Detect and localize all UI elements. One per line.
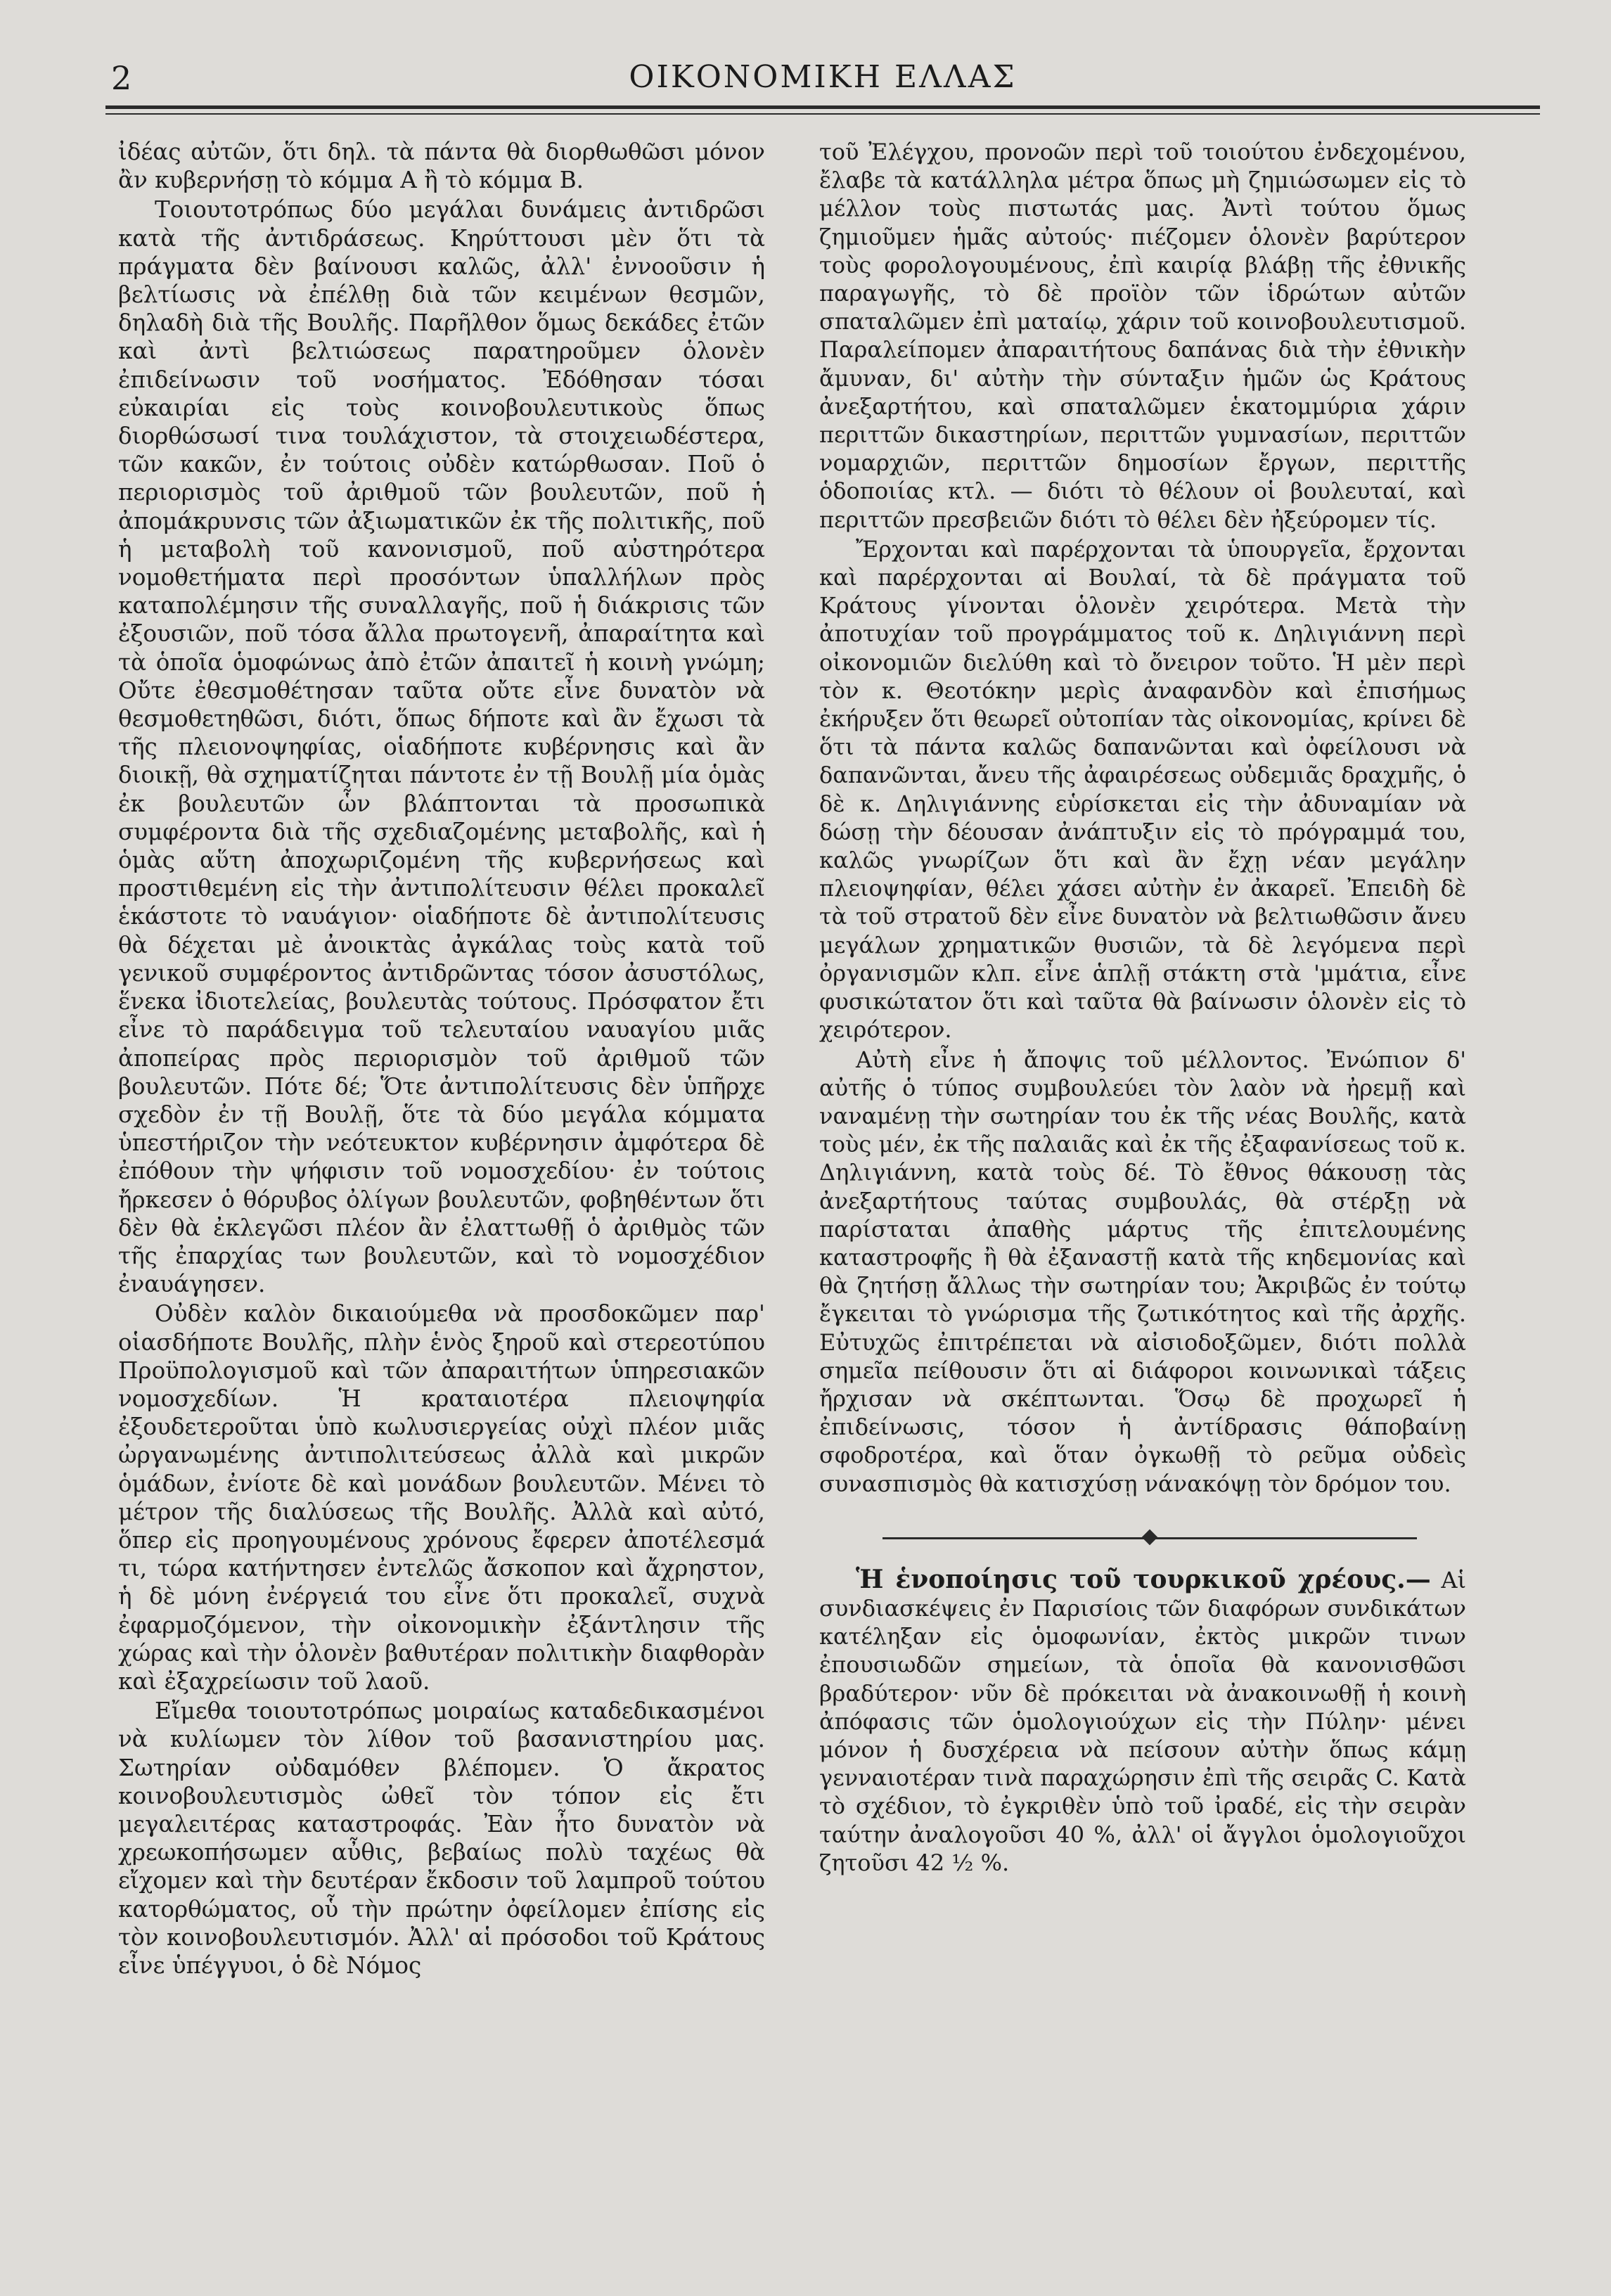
article-title: Ἡ ἑνοποίησις τοῦ τουρκικοῦ χρέους.— — [856, 1564, 1431, 1594]
page-header — [105, 55, 1540, 104]
running-title: ΟΙΚΟΝΟΜΙΚΗ ΕΛΛΑΣ — [629, 59, 1017, 95]
header-rule-thin — [105, 113, 1540, 115]
turkish-debt-article — [819, 1565, 1466, 1877]
right-paragraph-3: Αὐτὴ εἶνε ἡ ἄποψις τοῦ μέλλοντος. Ἐνώπιον δ' αὐτῆς ὁ τύπος συμβουλεύει τὸν λαὸν νὰ ἠρεμῇ καὶ ναναμένῃ τὴν σωτηρίαν του ἐκ τῆς νέας Βουλῆς, κατὰ τοὺς μέν, ἐκ τῆς παλαιᾶς καὶ ἐκ τῆς ἐξαφανίσεως τοῦ κ. Δηλιγιάννη, κατὰ τοὺς δέ. Τὸ ἔθνος θάκουσῃ τὰς ἀνεξαρτήτους ταύτας συμβουλάς, θὰ στέρξῃ νὰ παρίσταται ἀπαθὴς μάρτυς τῆς ἐπιτελουμένης καταστροφῆς ἢ θὰ ἐξαναστῇ κατὰ τῆς κηδεμονίας καὶ θὰ ζητήσῃ ἄλλως τὴν σωτηρίαν του; Ἀκριβῶς ἐν τούτῳ ἔγκειται τὸ γνώρισμα τῆς ζωτικότητος καὶ τῆς ἀρχῆς. Εὐτυχῶς ἐπιτρέπεται νὰ αἰσιοδοξῶμεν, διότι πολλὰ σημεῖα πείθουσιν ὅτι αἱ διάφοροι κοινωνικαὶ τάξεις ἤρχισαν νὰ σκέπτωνται. Ὅσῳ δὲ προχωρεῖ ἡ ἐπιδείνωσις, τόσον ἡ ἀντίδρασις θάποβαίνῃ σφοδροτέρα, καὶ ὅταν ὀγκωθῇ τὸ ρεῦμα οὐδεὶς συνασπισμὸς θὰ κατισχύσῃ νάνακόψῃ τὸν δρόμον του. — [819, 1046, 1466, 1497]
right-paragraph-1: τοῦ Ἐλέγχου, προνοῶν περὶ τοῦ τοιούτου ἐνδεχομένου, ἔλαβε τὰ κατάλληλα μέτρα ὅπως μὴ ζημιώσωμεν εἰς τὸ μέλλον τοὺς πιστωτάς μας. Ἀντὶ τούτου ὅμως ζημιοῦμεν ἡμᾶς αὐτούς· πιέζομεν ὁλονὲν βαρύτερον τοὺς φορολογουμένους, ἐπὶ καιρίᾳ βλάβῃ τῆς ἐθνικῆς παραγωγῆς, τὸ δὲ προϊὸν τῶν ἱδρώτων αὐτῶν σπαταλῶμεν ἐπὶ ματαίῳ, χάριν τοῦ κοινοβουλευτισμοῦ. Παραλείπομεν ἀπαραιτήτους δαπάνας διὰ τὴν ἐθνικὴν ἄμυναν, δι' αὐτὴν τὴν σύνταξιν ἡμῶν ὡς Κράτους ἀνεξαρτήτου, καὶ σπαταλῶμεν ἑκατομμύρια χάριν περιττῶν δικαστηρίων, περιττῶν γυμνασίων, περιττῶν νομαρχιῶν, περιττῶν δημοσίων ἔργων, περιττῆς ὁδοποιίας κτλ. — διότι τὸ θέλουν οἱ βουλευταί, καὶ περιττῶν πρεσβειῶν διότι τὸ θέλει δὲν ἠξεύρομεν τίς. — [819, 139, 1466, 533]
left-paragraph-2: Τοιουτοτρόπως δύο μεγάλαι δυνάμεις ἀντιδρῶσι κατὰ τῆς ἀντιδράσεως. Κηρύττουσι μὲν ὅτι τὰ πράγματα δὲν βαίνουσι καλῶς, ἀλλ' ἐννοοῦσιν ἡ βελτίωσις νὰ ἐπέλθῃ διὰ τῶν κειμένων θεσμῶν, δηλαδὴ διὰ τῆς Βουλῆς. Παρῆλθον ὅμως δεκάδες ἐτῶν καὶ ἀντὶ βελτιώσεως παρατηροῦμεν ὁλονὲν ἐπιδείνωσιν τοῦ νοσήματος. Ἐδόθησαν τόσαι εὐκαιρίαι εἰς τοὺς κοινοβουλευτικοὺς ὅπως διορθώσωσί τινα τουλάχιστον, τὰ στοιχειωδέστερα, τῶν κακῶν, ἐν τούτοις οὐδὲν κατώρθωσαν. Ποῦ ὁ περιορισμὸς τοῦ ἀριθμοῦ τῶν βουλευτῶν, ποῦ ἡ ἀπομάκρυνσις τῶν ἀξιωματικῶν ἐκ τῆς πολιτικῆς, ποῦ ἡ μεταβολὴ τοῦ κανονισμοῦ, ποῦ αὐστηρότερα νομοθετήματα περὶ προσόντων ὑπαλλήλων πρὸς καταπολέμησιν τῆς συναλλαγῆς, ποῦ ἡ διάκρισις τῶν ἐξουσιῶν, ποῦ τόσα ἄλλα πρωτογενῆ, ἀπαραίτητα καὶ τὰ ὁποῖα ὁμοφώνως ἀπὸ ἐτῶν ἀπαιτεῖ ἡ κοινὴ γνώμη; Οὔτε ἐθεσμοθέτησαν ταῦτα οὔτε εἶνε δυνατὸν νὰ θεσμοθετηθῶσι, διότι, ὅπως δήποτε καὶ ἂν ἔχωσι τὰ τῆς πλειονοψηφίας, οἱαδήποτε κυβέρνησις καὶ ἂν διοικῇ, θὰ σχηματίζηται πάντοτε ἐν τῇ Βουλῇ μία ὁμὰς ἐκ βουλευτῶν ὧν βλάπτονται τὰ προσωπικὰ συμφέροντα διὰ τῆς σχεδιαζομένης μεταβολῆς, καὶ ἡ ὁμὰς αὕτη ἀποχωριζομένη τῆς κυβερνήσεως καὶ προστιθεμένη εἰς τὴν ἀντιπολίτευσιν θέλει προκαλεῖ ἑκάστοτε τὸ ναυάγιον· οἱαδήποτε δὲ ἀντιπολίτευσις θὰ δέχεται μὲ ἀνοικτὰς ἀγκάλας τοὺς κατὰ τοῦ γενικοῦ συμφέροντος ἀντιδρῶντας τόσον ἀσυστόλως, ἕνεκα ἰδιοτελείας, βουλευτὰς τούτους. Πρόσφατον ἔτι εἶνε τὸ παράδειγμα τοῦ τελευταίου ναυαγίου μιᾶς ἀποπείρας πρὸς περιορισμὸν τοῦ ἀριθμοῦ τῶν βουλευτῶν. Πότε δέ; Ὅτε ἀντιπολίτευσις δὲν ὑπῆρχε σχεδὸν ἐν τῇ Βουλῇ, ὅτε τὰ δύο μεγάλα κόμματα ὑπεστήριζον τὴν νεότευκτον κυβέρνησιν ἀμφότερα δὲ ἐπόθουν τὴν ψήφισιν τοῦ νομοσχεδίου· ἐν τούτοις ἤρκεσεν ὁ θόρυβος ὀλίγων βουλευτῶν, φοβηθέντων ὅτι δὲν θὰ ἐκλεγῶσι πλέον ἂν ἐλαττωθῇ ὁ ἀριθμὸς τῶν τῆς ἐπαρχίας των βουλευτῶν, καὶ τὸ νομοσχέδιον ἐναυάγησεν. — [118, 196, 765, 1298]
header-rule-thick — [105, 105, 1540, 109]
left-paragraph-4: Εἴμεθα τοιουτοτρόπως μοιραίως καταδεδικασμένοι νὰ κυλίωμεν τὸν λίθον τοῦ βασανιστηρίου μας. Σωτηρίαν οὐδαμόθεν βλέπομεν. Ὁ ἄκρατος κοινοβουλευτισμὸς ὠθεῖ τὸν τόπον εἰς ἔτι μεγαλειτέρας καταστροφάς. Ἐὰν ἦτο δυνατὸν νὰ χρεωκοπήσωμεν αὖθις, βεβαίως πολὺ ταχέως θὰ εἴχομεν καὶ τὴν δευτέραν ἔκδοσιν τοῦ λαμπροῦ τούτου κατορθώματος, οὗ τὴν πρώτην ὀφείλομεν ἐπίσης εἰς τὸν κοινοβουλευτισμόν. Ἀλλ' αἱ πρόσοδοι τοῦ Κράτους εἶνε ὑπέγγυοι, ὁ δὲ Νόμος — [118, 1698, 765, 1979]
left-paragraph-1: ἰδέας αὐτῶν, ὅτι δηλ. τὰ πάντα θὰ διορθωθῶσι μόνον ἂν κυβερνήσῃ τὸ κόμμα Α ἢ τὸ κόμμα Β. — [118, 139, 765, 194]
separator-diamond-icon — [1142, 1529, 1158, 1545]
right-column — [819, 138, 1466, 1877]
article-text: Αἱ συνδιασκέψεις ἐν Παρισίοις τῶν διαφόρων συνδικάτων κατέληξαν εἰς ὁμοφωνίαν, ἐκτὸς μικρῶν τινων ἐπουσιωδῶν σημείων, τὰ ὁποῖα θὰ κανονισθῶσι βραδύτερον· νῦν δὲ πρόκειται νὰ ἀνακοινωθῇ ἡ κοινὴ ἀπόφασις τῶν ὁμολογιούχων εἰς τὴν Πύλην· μένει μόνον ἡ δυσχέρεια νὰ πείσουν αὐτὴν ὅπως κάμῃ γενναιοτέραν τινὰ παραχώρησιν ἐπὶ τῆς σειρᾶς C. Κατὰ τὸ σχέδιον, τὸ ἐγκριθὲν ὑπὸ τοῦ ἰραδέ, εἰς τὴν σειρὰν ταύτην ἀναλογοῦσι 40 %, ἀλλ' οἱ ἄγγλοι ὁμολογιοῦχοι ζητοῦσι 42 ½ %. — [819, 1566, 1466, 1876]
right-paragraph-2: Ἔρχονται καὶ παρέρχονται τὰ ὑπουργεῖα, ἔρχονται καὶ παρέρχονται αἱ Βουλαί, τὰ δὲ πράγματα τοῦ Κράτους γίνονται ὁλονὲν χειρότερα. Μετὰ τὴν ἀποτυχίαν τοῦ προγράμματος τοῦ κ. Δηλιγιάννη περὶ οἰκονομιῶν διελύθη καὶ τὸ ὄνειρον τοῦτο. Ἡ μὲν περὶ τὸν κ. Θεοτόκην μερὶς ἀναφανδὸν καὶ ἐπισήμως ἐκήρυξεν ὅτι θεωρεῖ οὐτοπίαν τὰς οἰκονομίας, κρίνει δὲ ὅτι τὰ πάντα καλῶς δαπανῶνται καὶ ὀφείλουσι νὰ δαπανῶνται, ἄνευ τῆς ἀφαιρέσεως οὐδεμιᾶς δραχμῆς, ὁ δὲ κ. Δηλιγιάννης εὑρίσκεται εἰς τὴν ἀδυναμίαν νὰ δώσῃ τὴν δέουσαν ἀνάπτυξιν εἰς τὸ πρόγραμμά του, καλῶς γνωρίζων ὅτι καὶ ἂν ἔχῃ νέαν μεγάλην πλειοψηφίαν, θέλει χάσει αὐτὴν ἐν ἀκαρεῖ. Ἐπειδὴ δὲ τὰ τοῦ στρατοῦ δὲν εἶνε δυνατὸν νὰ βελτιωθῶσιν ἄνευ μεγάλων χρηματικῶν θυσιῶν, τὰ δὲ λεγόμενα περὶ ὀργανισμῶν κλπ. εἶνε ἁπλῇ στάκτη στὰ 'μμάτια, εἶνε φυσικώτατον ὅτι καὶ ταῦτα θὰ βαίνωσιν ὁλονὲν εἰς τὸ χειρότερον. — [819, 535, 1466, 1044]
left-column — [118, 138, 765, 1980]
page-number: 2 — [111, 59, 132, 97]
section-separator — [882, 1529, 1417, 1547]
left-paragraph-3: Οὐδὲν καλὸν δικαιούμεθα νὰ προσδοκῶμεν παρ' οἱασδήποτε Βουλῆς, πλὴν ἑνὸς ξηροῦ καὶ στερεοτύπου Προϋπολογισμοῦ καὶ τῶν ἀπαραιτήτων ὑπηρεσιακῶν νομοσχεδίων. Ἡ κραταιοτέρα πλειοψηφία ἐξουδετεροῦται ὑπὸ κωλυσιεργείας οὐχὶ πλέον μιᾶς ὠργανωμένης ἀντιπολιτεύσεως ἀλλὰ καὶ μικρῶν ὁμάδων, ἐνίοτε δὲ καὶ μονάδων βουλευτῶν. Μένει τὸ μέτρον τῆς διαλύσεως τῆς Βουλῆς. Ἀλλὰ καὶ αὐτό, ὅπερ εἰς προηγουμένους χρόνους ἔφερεν ἀποτέλεσμά τι, τώρα κατήντησεν ἐντελῶς ἄσκοπον καὶ ἄχρηστον, ἡ δὲ μόνη ἐνέργειά του εἶνε ὅτι προκαλεῖ, συχνὰ ἐφαρμοζόμενον, τὴν οἰκονομικὴν ἐξάντλησιν τῆς χώρας καὶ τὴν ὁλονὲν βαθυτέραν πολιτικὴν διαφθορὰν καὶ ἐξαχρείωσιν τοῦ λαοῦ. — [118, 1300, 765, 1695]
